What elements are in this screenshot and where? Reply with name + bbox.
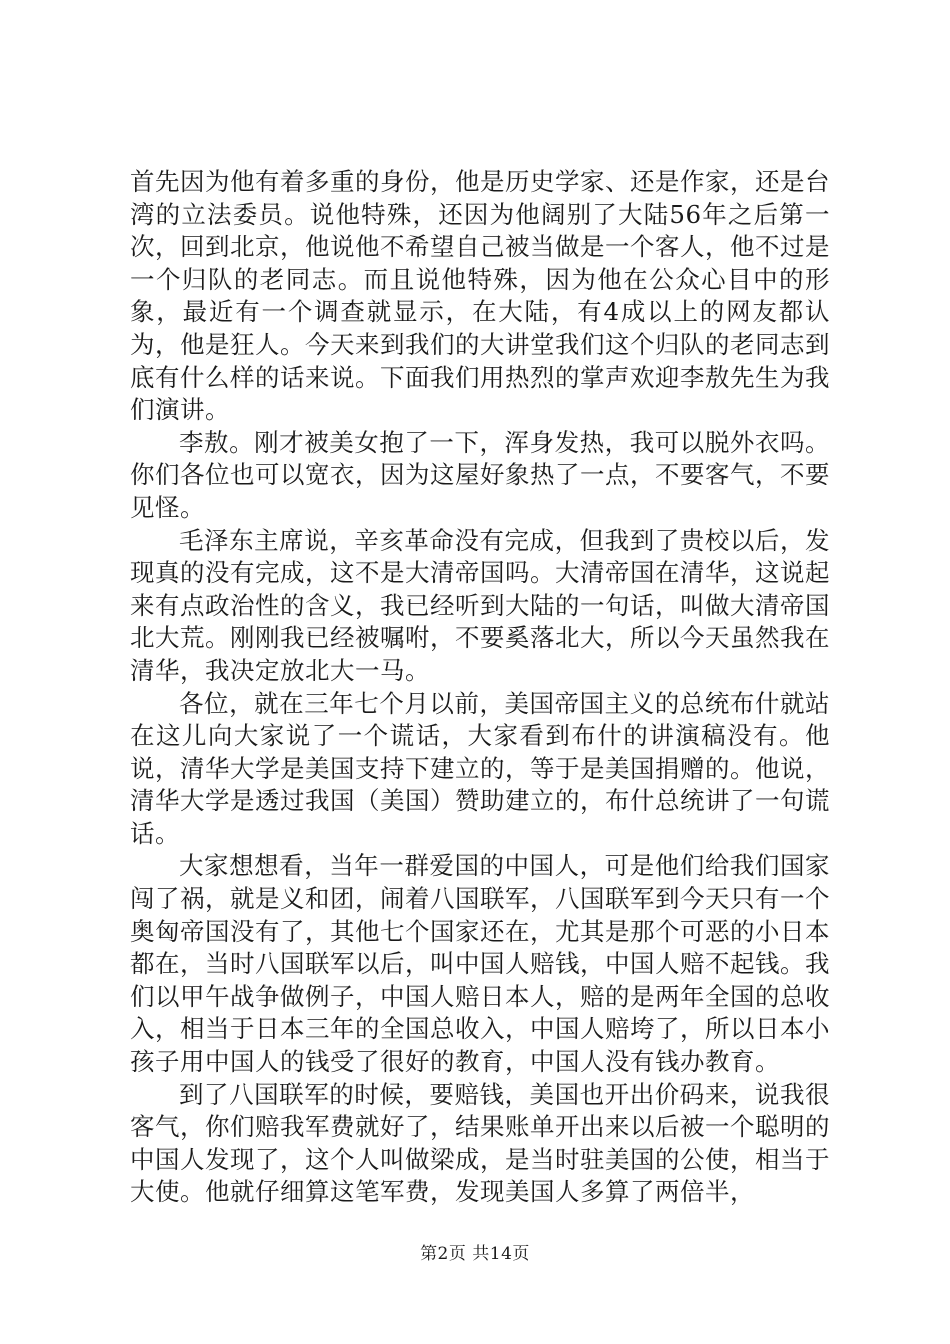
- paragraph-4: 各位，就在三年七个月以前，美国帝国主义的总统布什就站在这儿向大家说了一个谎话，大家看到布什的讲演稿没有。他说，清华大学是美国支持下建立的，等于是美国捐赠的。他说，清华大学是透过我国（美国）赞助建立的，布什总统讲了一句谎话。: [130, 688, 830, 848]
- document-body: [130, 166, 830, 1209]
- paragraph-1: 首先因为他有着多重的身份，他是历史学家、还是作家，还是台湾的立法委员。说他特殊，还因为他阔别了大陆56年之后第一次，回到北京，他说他不希望自己被当做是一个客人，他不过是一个归队的老同志。而且说他特殊，因为他在公众心目中的形象，最近有一个调查就显示，在大陆，有4成以上的网友都认为，他是狂人。今天来到我们的大讲堂我们这个归队的老同志到底有什么样的话来说。下面我们用热烈的掌声欢迎李敖先生为我们演讲。: [130, 167, 830, 425]
- paragraph-5: 大家想想看，当年一群爱国的中国人，可是他们给我们国家闯了祸，就是义和团，闹着八国联军，八国联军到今天只有一个奥匈帝国没有了，其他七个国家还在，尤其是那个可恶的小日本都在，当时八国联军以后，叫中国人赔钱，中国人赔不起钱。我们以甲午战争做例子，中国人赔日本人，赔的是两年全国的总收入，相当于日本三年的全国总收入，中国人赔垮了，所以日本小孩子用中国人的钱受了很好的教育，中国人没有钱办教育。: [130, 851, 830, 1077]
- page-number-footer: 第2页 共14页: [420, 1244, 530, 1264]
- paragraph-2: 李敖。刚才被美女抱了一下，浑身发热，我可以脱外衣吗。你们各位也可以宽衣，因为这屋好象热了一点，不要客气，不要见怪。: [130, 427, 830, 522]
- paragraph-6: 到了八国联军的时候，要赔钱，美国也开出价码来，说我很客气，你们赔我军费就好了，结果账单开出来以后被一个聪明的中国人发现了，这个人叫做梁成，是当时驻美国的公使，相当于大使。他就仔细算这笔军费，发现美国人多算了两倍半，: [130, 1079, 830, 1207]
- paragraph-3: 毛泽东主席说，辛亥革命没有完成，但我到了贵校以后，发现真的没有完成，这不是大清帝国吗。大清帝国在清华，这说起来有点政治性的含义，我已经听到大陆的一句话，叫做大清帝国北大荒。刚刚我已经被嘱咐，不要奚落北大，所以今天虽然我在清华，我决定放北大一马。: [130, 525, 830, 685]
